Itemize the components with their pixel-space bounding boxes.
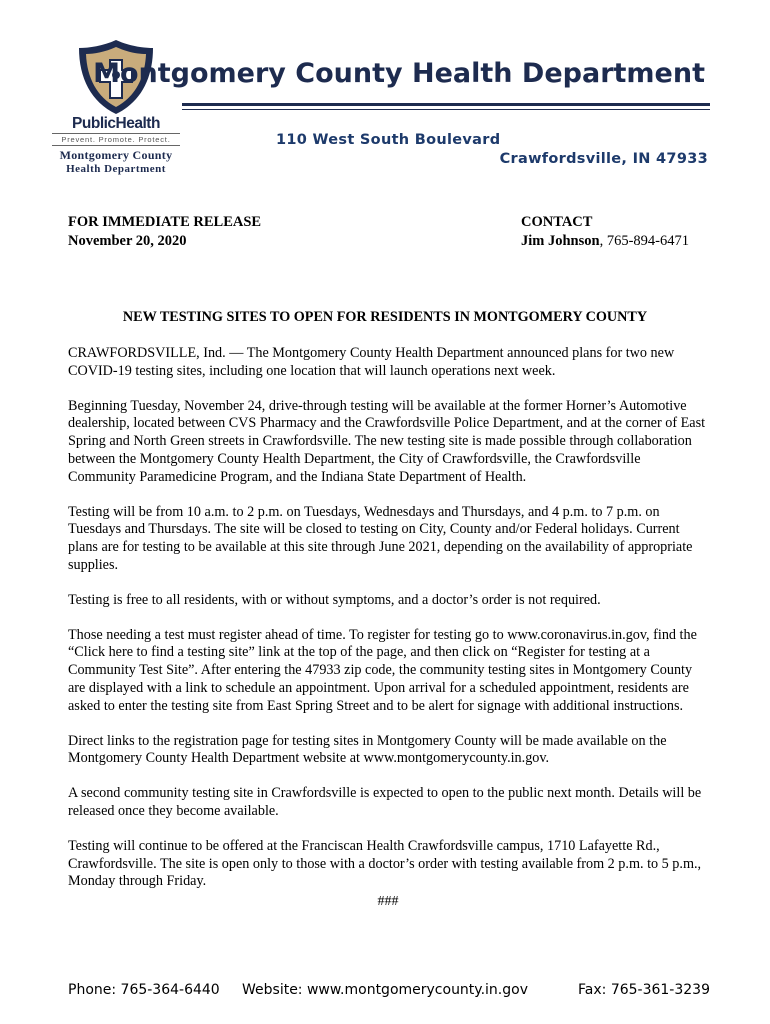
contact-phone: , 765-894-6471 <box>599 233 689 249</box>
body-paragraph: Testing will be from 10 a.m. to 2 p.m. on Tuesdays, Wednesdays and Thursdays, and 4 p.m. to 7 p.m. on Tuesdays and Thursdays. The site will be closed to testing on City, County and/or Federal holidays. Current plans are for testing to be available at this site through June 2021, depending on the availability of appropriate supplies. <box>68 503 693 573</box>
footer <box>68 982 710 1002</box>
press-release-headline: NEW TESTING SITES TO OPEN FOR RESIDENTS IN MONTGOMERY COUNTY <box>122 309 648 325</box>
footer-fax: Fax: 765-361-3239 <box>578 982 710 998</box>
release-date: November 20, 2020 <box>68 233 187 249</box>
body-paragraph: Those needing a test must register ahead of time. To register for testing go to www.coronavirus.in.gov, find the “Click here to find a testing site” link at the top of the page, and then click on “Register for testing at a Community Test Site”. After entering the 47933 zip code, the community testing sites in Montgomery County are displayed with a link to schedule an appointment. Upon arrival for a scheduled appointment, residents are asked to enter the testing site from East Spring Street and to be alert for signage with additional instructions. <box>68 626 697 714</box>
logo-tagline: Prevent. Promote. Protect. <box>52 133 180 146</box>
contact-block <box>521 213 689 251</box>
address-street: 110 West South Boulevard <box>276 132 501 148</box>
body-paragraph: A second community testing site in Crawfordsville is expected to open to the public next month. Details will be released once they become available. <box>68 785 702 819</box>
contact-label: CONTACT <box>521 214 593 230</box>
body-paragraph: CRAWFORDSVILLE, Ind. — The Montgomery County Health Department announced plans for two new COVID-19 testing sites, including one location that will launch operations next week. <box>68 345 675 379</box>
body-paragraph: Beginning Tuesday, November 24, drive-through testing will be available at the former Horner’s Automotive dealership, located between CVS Pharmacy and the Crawfordsville Police Department, and at the corner of East Spring and North Green streets in Crawfordsville. The new testing site is made possible through collaboration between the Montgomery County Health Department, the City of Crawfordsville, the Crawfordsville Community Paramedicine Program, and the Indiana State Department of Health. <box>68 397 706 485</box>
letterhead-rule-thin <box>182 109 710 110</box>
address-city: Crawfordsville, IN 47933 <box>499 151 708 167</box>
letterhead-rule-thick <box>182 103 710 106</box>
press-release-body <box>68 345 708 910</box>
contact-line <box>521 232 689 251</box>
end-mark: ### <box>377 894 399 910</box>
body-paragraph: Direct links to the registration page for testing sites in Montgomery County will be made available on the Montgomery County Health Department website at www.montgomerycounty.in.gov. <box>68 732 667 767</box>
contact-name: Jim Johnson <box>521 233 600 249</box>
letterhead-title: Montgomery County Health Department <box>93 58 705 89</box>
logo-org-line1: Montgomery County <box>59 148 173 162</box>
logo-title: PublicHealth <box>72 115 160 132</box>
body-paragraph: Testing is free to all residents, with or without symptoms, and a doctor’s order is not required. <box>68 591 601 608</box>
release-block <box>68 213 261 251</box>
release-label: FOR IMMEDIATE RELEASE <box>68 214 262 230</box>
body-paragraph: Testing will continue to be offered at the Franciscan Health Crawfordsville campus, 1710 Lafayette Rd., Crawfordsville. The site is open only to those with a doctor’s order with testing available from 2 p.m. to 5 p.m., Monday through Friday. <box>68 837 702 890</box>
logo-org-line2: Health Department <box>66 163 166 175</box>
footer-website: Website: www.montgomerycounty.in.gov <box>242 982 528 998</box>
footer-phone: Phone: 765-364-6440 <box>68 982 220 998</box>
